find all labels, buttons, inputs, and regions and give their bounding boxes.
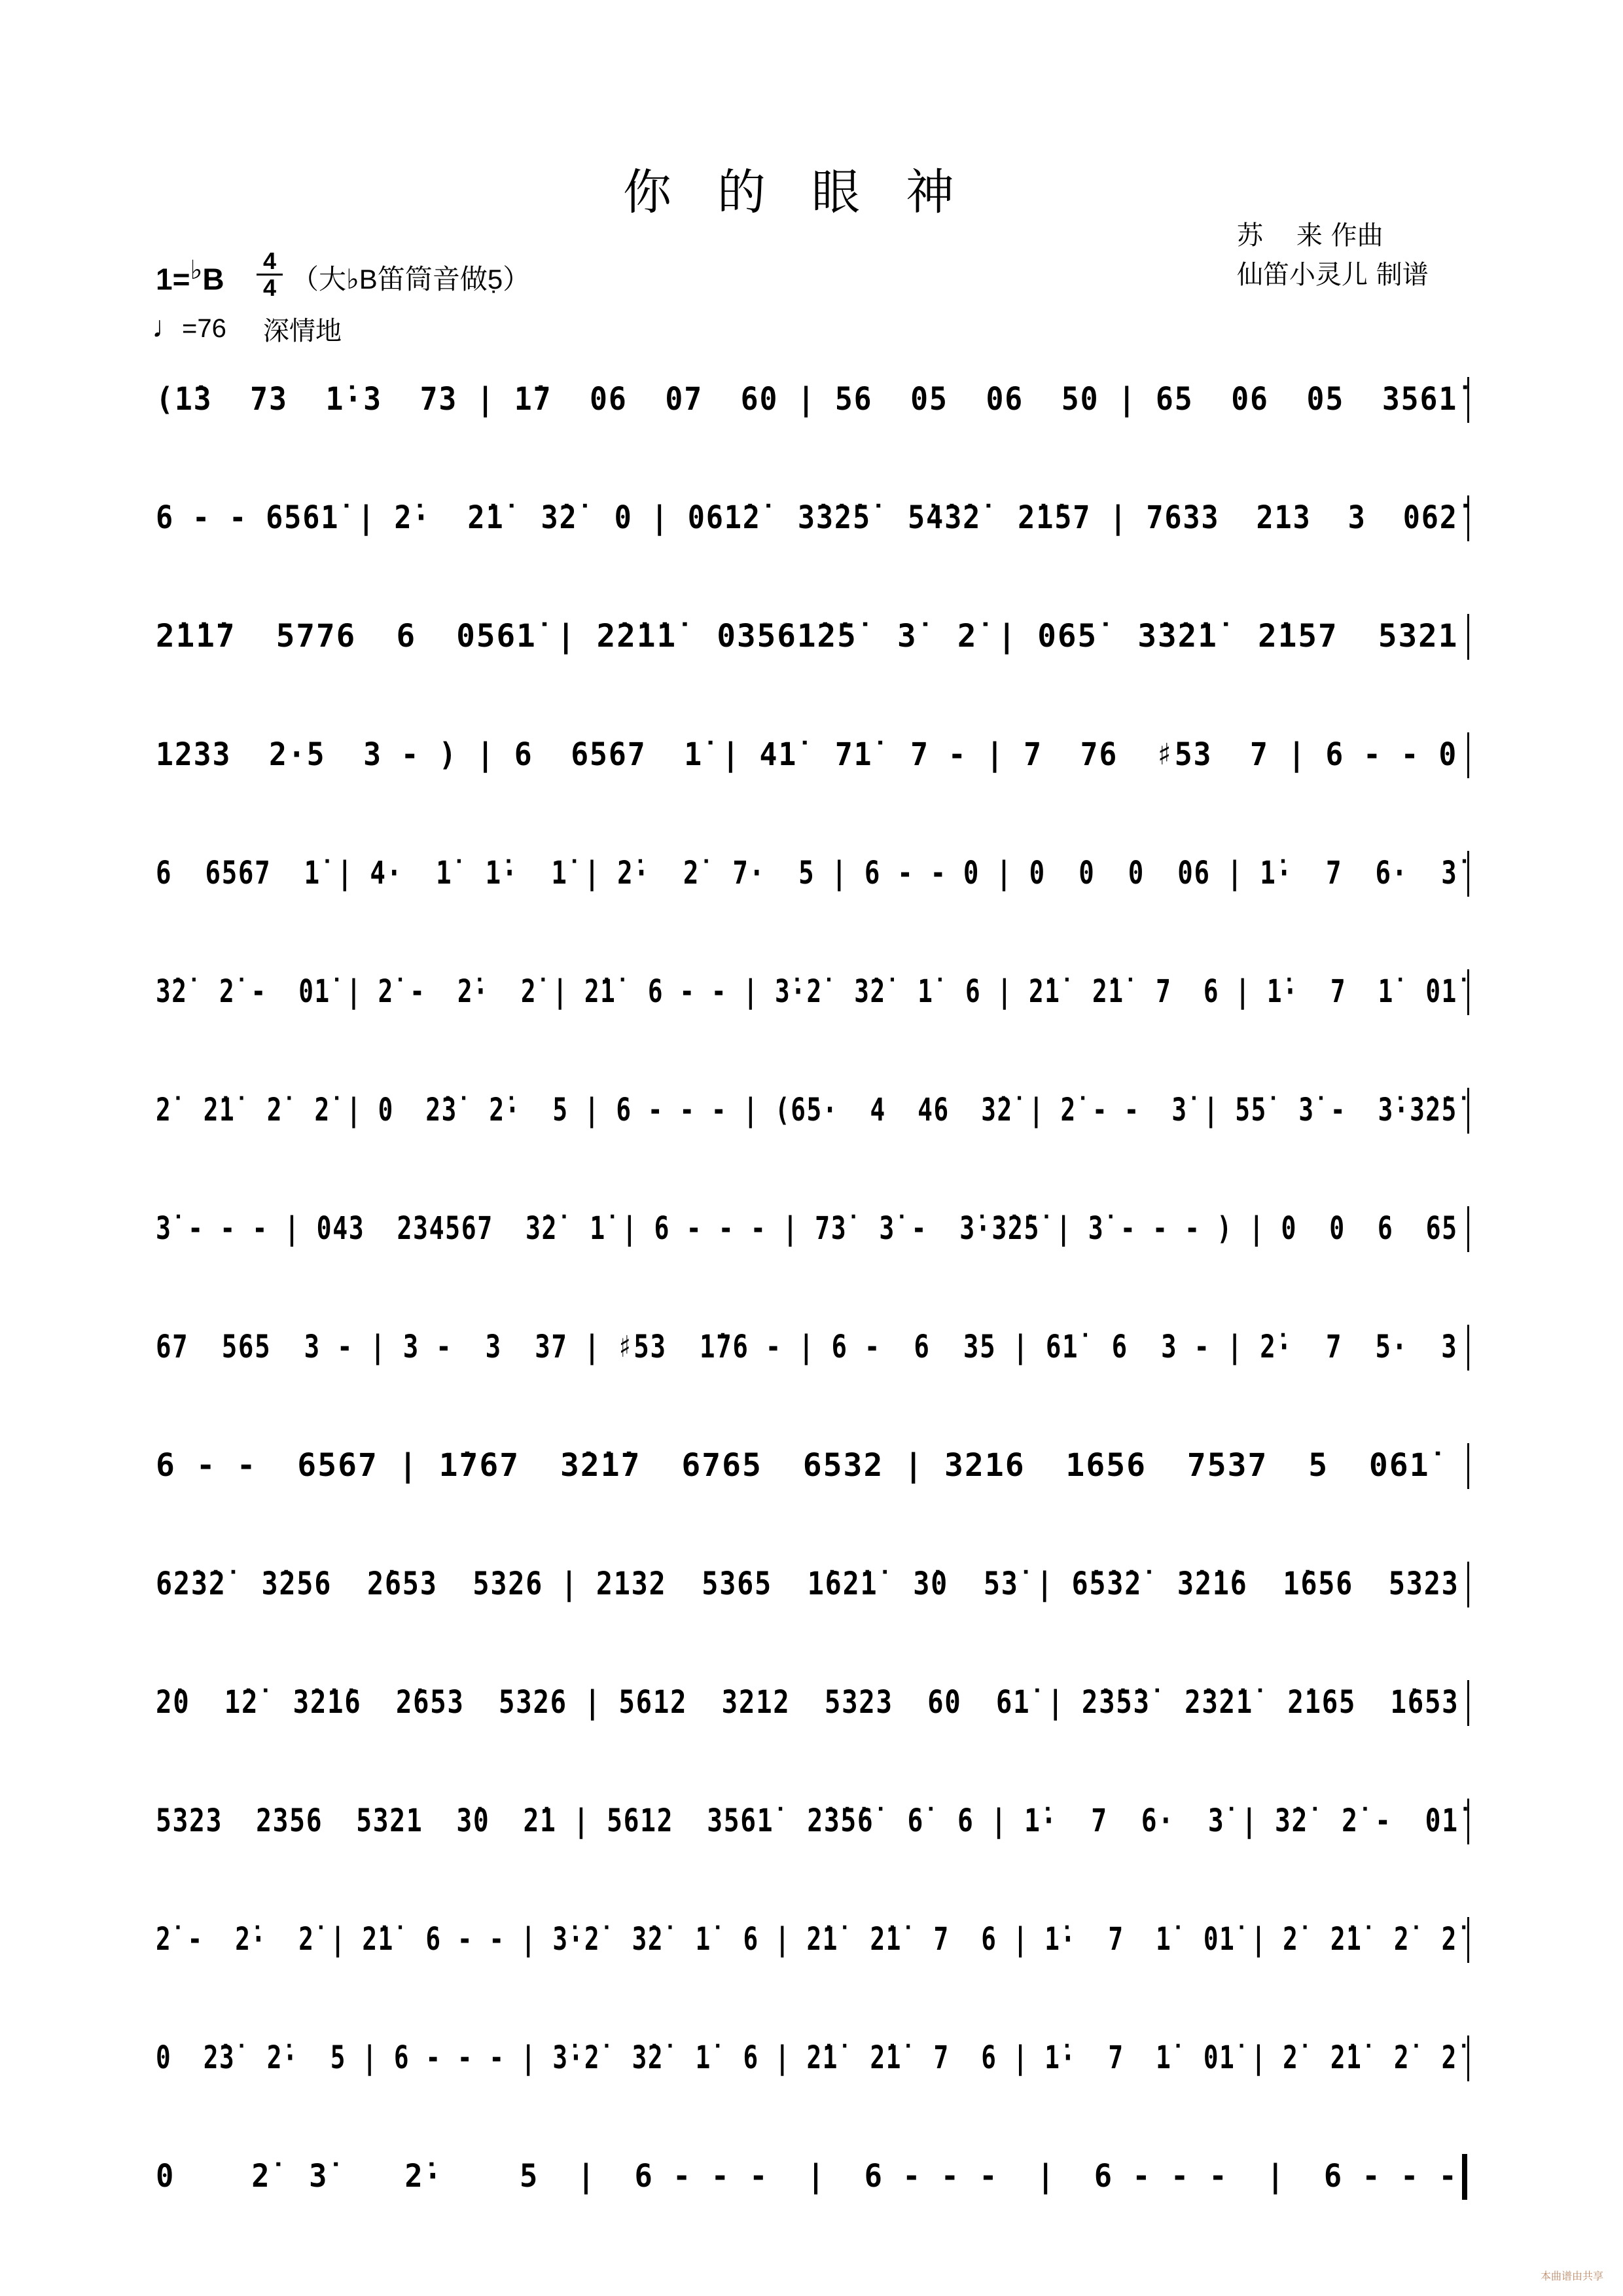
tuning-note: （大♭B笛筒音做5̣） xyxy=(291,264,531,295)
barline xyxy=(1467,732,1469,778)
watermark-text: 本曲谱由共享 xyxy=(1540,2271,1603,2282)
score-line xyxy=(149,1084,1474,1143)
notation-text: 3̇ - - - | 043 234567 3̇2̇ 1̇ | 6 - - - | 73̇ 3̇ - 3̇·3̇2̇5̇ | 3̇ - - - ) | 0 0 6 65 xyxy=(156,1210,1458,1247)
arranger-credit: 仙笛小灵儿 制谱 xyxy=(1237,260,1429,290)
notation-text: (1̇3 73 1̇·3 73 | 1̇7 06 07 60 | 56 05 06 50 | 65 06 05 3561̇ xyxy=(156,381,1458,418)
key-label: 1= xyxy=(156,262,190,296)
barline xyxy=(1467,1443,1469,1489)
key-signature xyxy=(156,255,224,296)
time-denominator: 4 xyxy=(257,274,283,300)
quarter-note-icon: ♩ xyxy=(152,310,182,344)
notation-text: 67 565 3 - | 3 - 3 37 | ♯53 1̇76 - | 6 - 6 35 | 61̇ 6 3 - | 2̇· 7 5· 3 xyxy=(156,1329,1458,1365)
time-signature xyxy=(257,249,283,300)
page-title: 你的眼神 xyxy=(623,164,1000,221)
notation-text: 6 - - 6567 | 1̇767 3̇2̇1̇7 6765 6532 | 3216 1656 7537 5 061̇ xyxy=(156,1447,1430,1484)
barline xyxy=(1467,851,1469,897)
notation-text: 2̇ 2̇1̇ 2̇ 2̇ | 0 2̇3̇ 2̇· 5 | 6 - - - | (65· 4 46 3̇2̇ | 2̇ - - 3̇ | 55̇ 3̇ - 3̇·3̇2̇5̇ xyxy=(156,1092,1457,1128)
score-line xyxy=(149,373,1474,432)
notation-text: 62̇3̇2̇ 3̇256 2̇653 5326 | 2132 5365 1̇62̇1̇ 3̇0 53̇ | 6̇5̇3̇2̇ 3̇2̇1̇6 1̇656 5323 xyxy=(156,1566,1459,1602)
score-line xyxy=(149,1676,1474,1735)
notation-text: 0 2̇3̇ 2̇· 5 | 6 - - - | 3̇·2̇ 3̇2̇ 1̇ 6 | 2̇1̇ 2̇1̇ 7 6 | 1̇· 7 1̇ 01̇ | 2̇ 2̇1̇ 2̇ 2̇ xyxy=(156,2039,1457,2076)
notation-text: 2̇ - 2̇· 2̇ | 2̇1̇ 6 - - | 3̇·2̇ 3̇2̇ 1̇ 6 | 2̇1̇ 2̇1̇ 7 6 | 1̇· 7 1̇ 01̇ | 2̇ 2̇1̇ 2̇ 2̇ xyxy=(156,1921,1457,1958)
barline xyxy=(1467,1562,1469,1607)
barline xyxy=(1467,1088,1469,1134)
score-line xyxy=(149,1913,1474,1972)
expression-marking: 深情地 xyxy=(263,316,342,346)
time-numerator: 4 xyxy=(262,247,277,274)
score-line xyxy=(149,1439,1474,1498)
barline xyxy=(1467,495,1469,541)
barline xyxy=(1467,969,1469,1015)
score-line xyxy=(149,965,1474,1024)
barline xyxy=(1467,1799,1469,1844)
barline xyxy=(1467,1325,1469,1371)
score-line xyxy=(149,847,1474,906)
score-line xyxy=(149,2032,1474,2090)
notation-text: 3̇2̇ 2̇ - 01̇ | 2̇ - 2̇· 2̇ | 2̇1̇ 6 - - | 3̇·2̇ 3̇2̇ 1̇ 6 | 2̇1̇ 2̇1̇ 7 6 | 1̇· 7 1̇ 01̇ xyxy=(156,973,1457,1010)
notation-text: 0 2̇ 3̇ 2̇· 5 | 6 - - - | 6 - - - | 6 - - - | 6 - - - xyxy=(156,2158,1458,2195)
barline xyxy=(1467,1206,1469,1252)
notation-text: 2̇0 1̇2̇ 3̇2̇1̇6 2̇653 5326 | 5612 3212 5323 60 61̇ | 2̇3̇5̇3̇ 2̇3̇2̇1̇ 2̇165 1̇653 xyxy=(156,1684,1459,1721)
tempo-value: =76 xyxy=(182,314,226,343)
flat-icon: ♭ xyxy=(190,256,203,285)
notation-text: 6 - - 6561̇ | 2̇· 2̇1̇ 3̇2̇ 0 | 061̇2̇ 3̇3̇2̇5̇ 5̇4̇3̇2̇ 2̇1̇57 | 7633 213 3 062̇ xyxy=(156,499,1458,536)
score-line xyxy=(149,2150,1474,2209)
score-line xyxy=(149,1795,1474,1854)
score-line xyxy=(149,1558,1474,1617)
score-line xyxy=(149,610,1474,669)
barline xyxy=(1467,2036,1469,2081)
barline xyxy=(1467,614,1469,660)
tempo-marking xyxy=(152,309,226,344)
composer-credit: 苏 来 作曲 xyxy=(1237,221,1383,251)
notation-text: 6 6567 1̇ | 4· 1̇ 1̇· 1̇ | 2̇· 2̇ 7· 5 | 6 - - 0 | 0 0 0 06 | 1̇· 7 6· 3̇ xyxy=(156,855,1458,891)
notation-text: 1233 2·5 3 - ) | 6 6567 1̇ | 41̇ 71̇ 7 - | 7 76 ♯53 7 | 6 - - 0 xyxy=(156,736,1458,773)
final-barline xyxy=(1462,2154,1467,2200)
barline xyxy=(1467,1917,1469,1963)
key-note: B xyxy=(202,262,224,296)
barline xyxy=(1467,377,1469,423)
score-line xyxy=(149,492,1474,550)
notation-text: 2̇1̇1̇7 5776 6 0561̇ | 2̇2̇1̇1̇ 03561̇2̇5̇ 3̇ 2̇ | 065̇ 3̇3̇2̇1̇ 2̇157 5321 xyxy=(156,618,1459,655)
notation-text: 5323 2356 5321 3̇0 2̇1 | 5612 3561̇ 2̇3̇5̇6̇ 6̇ 6 | 1̇· 7 6· 3̇ | 3̇2̇ 2̇ - 01̇ xyxy=(156,1803,1459,1839)
barline xyxy=(1467,1680,1469,1726)
score-line xyxy=(149,1321,1474,1380)
score-line xyxy=(149,728,1474,787)
score-line xyxy=(149,1202,1474,1261)
